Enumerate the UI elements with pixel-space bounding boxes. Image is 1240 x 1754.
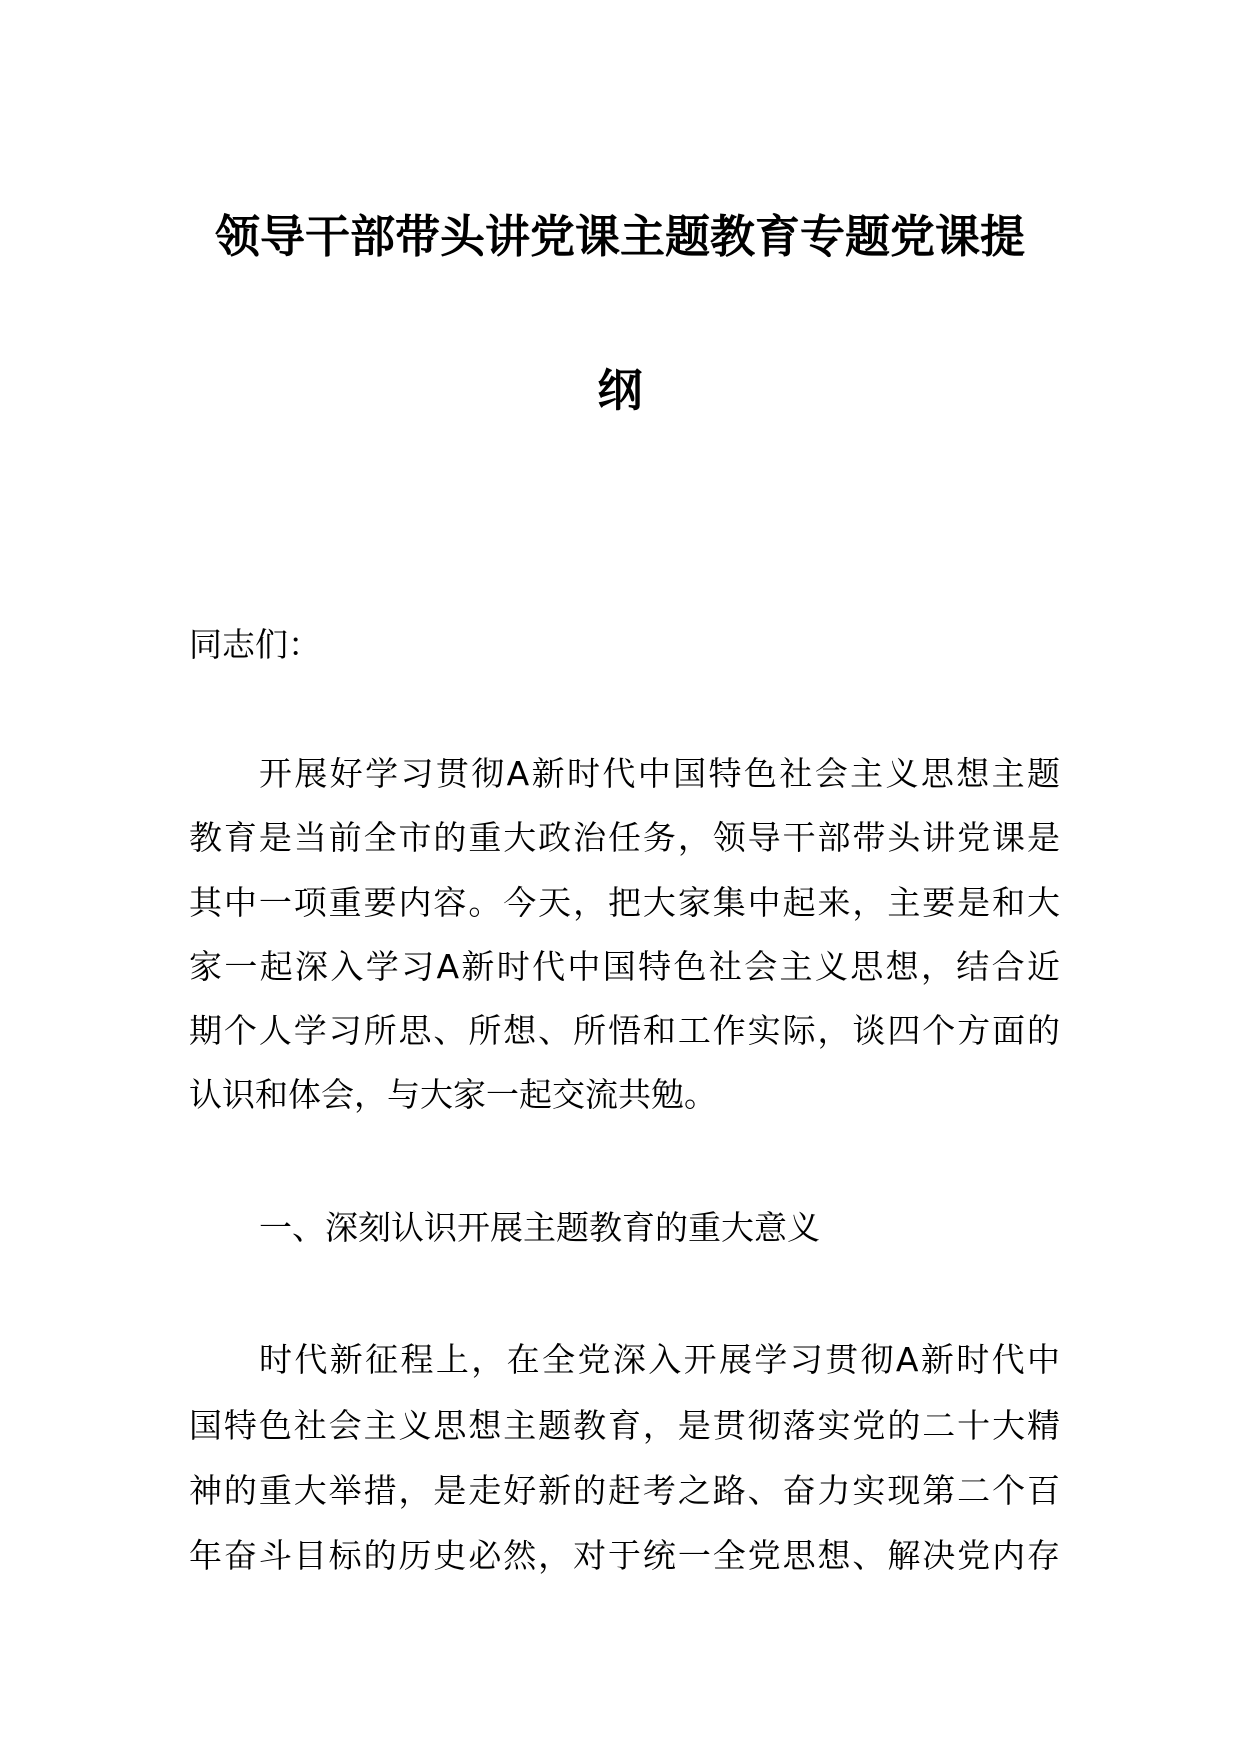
salutation: 同志们： <box>189 625 321 664</box>
paragraph-line: 神的重大举措，是走好新的赶考之路、奋力实现第二个百 <box>189 1471 1060 1510</box>
paragraph-line: 认识和体会，与大家一起交流共勉。 <box>189 1075 717 1114</box>
document-title-line-1: 领导干部带头讲党课主题教育专题党课提 <box>214 210 1025 263</box>
paragraph-line: 期个人学习所思、所想、所悟和工作实际，谈四个方面的 <box>189 1011 1060 1050</box>
paragraph-line: 国特色社会主义思想主题教育，是贯彻落实党的二十大精 <box>189 1406 1060 1445</box>
paragraph-line: 教育是当前全市的重大政治任务，领导干部带头讲党课是 <box>189 818 1060 857</box>
paragraph-line: 时代新征程上，在全党深入开展学习贯彻A新时代中 <box>259 1340 1060 1379</box>
document-title-line-2: 纲 <box>597 364 643 417</box>
paragraph-line: 年奋斗目标的历史必然，对于统一全党思想、解决党内存 <box>189 1536 1060 1575</box>
paragraph-line: 开展好学习贯彻A新时代中国特色社会主义思想主题 <box>259 754 1060 793</box>
paragraph-line: 家一起深入学习A新时代中国特色社会主义思想，结合近 <box>189 947 1060 986</box>
section-heading: 一、深刻认识开展主题教育的重大意义 <box>259 1208 820 1247</box>
paragraph-line: 其中一项重要内容。今天，把大家集中起来，主要是和大 <box>189 883 1060 922</box>
